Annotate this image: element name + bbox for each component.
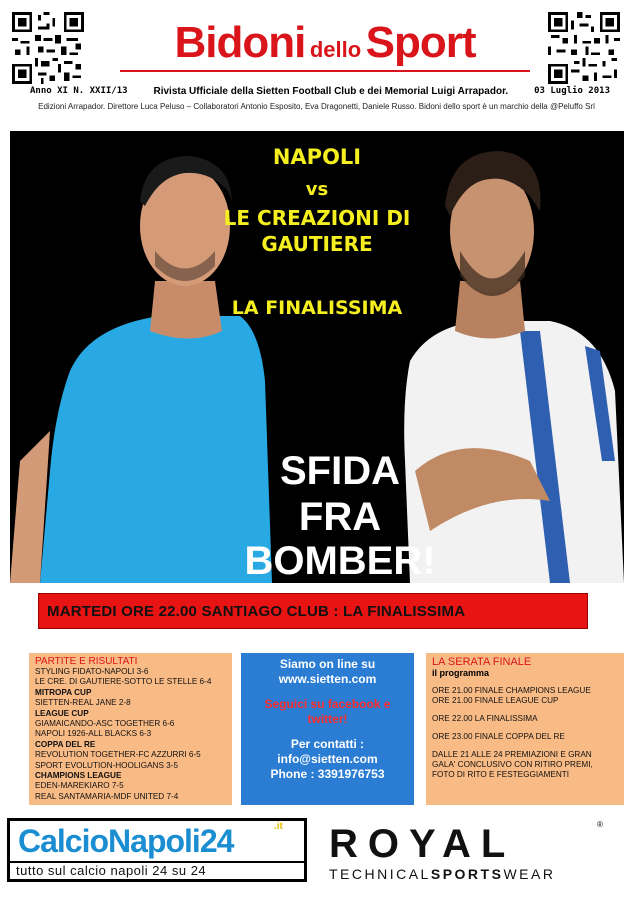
match-result: GIAMAICANDO-ASC TOGETHER 6-6 [35, 719, 175, 729]
royal-tag-wear: WEAR [503, 866, 556, 882]
match-result: NAPOLI 1926-ALL BLACKS 6-3 [35, 729, 152, 739]
issue-line [30, 86, 610, 97]
match-result: EDEN-MAREKIARO 7-5 [35, 781, 124, 791]
versus-text: vs [305, 179, 329, 200]
website-link[interactable]: www.sietten.com [278, 672, 377, 686]
registered-mark: ® [597, 820, 603, 829]
royal-tag-sports: SPORTS [430, 866, 504, 882]
contacts-box [241, 653, 414, 805]
follow-line-2: twitter! [307, 712, 348, 726]
competition-heading: LEAGUE CUP [35, 708, 89, 718]
match-result: SPORT EVOLUTION-HOOLIGANS 3-5 [35, 760, 179, 770]
title-part-2: dello [309, 37, 362, 62]
program-box [426, 653, 624, 805]
results-heading: PARTITE E RISULTATI [35, 656, 138, 667]
issue-number: Anno XI N. XXII/13 [30, 86, 128, 96]
phone-number: Phone : 3391976753 [270, 767, 385, 781]
contact-label: Per contatti : [290, 737, 365, 751]
email-link[interactable]: info@sietten.com [277, 752, 378, 766]
program-item: FOTO DI RITO E FESTEGGIAMENTI [432, 770, 570, 779]
calcionapoli-ad[interactable] [7, 818, 307, 882]
program-item: ORE 21.00 FINALE CHAMPIONS LEAGUE [432, 686, 591, 695]
qr-code-icon [548, 12, 620, 84]
masthead-rule [120, 70, 530, 72]
headline-line-1: SFIDA [280, 449, 400, 493]
qr-code-icon [12, 12, 84, 84]
royal-logo: ROYAL [329, 822, 516, 866]
match-result: LE CRE. DI GAUTIERE-SOTTO LE STELLE 6-4 [35, 677, 212, 687]
calcionapoli-tld: .it [274, 821, 283, 832]
headline-line-3: BOMBER! [244, 539, 436, 583]
match-result: REVOLUTION TOGETHER-FC AZZURRI 6-5 [35, 750, 201, 760]
program-subheading: il programma [432, 668, 490, 678]
program-item: ORE 22.00 LA FINALISSIMA [432, 714, 538, 723]
program-item: ORE 21.00 FINALE LEAGUE CUP [432, 696, 559, 705]
royal-ad[interactable] [327, 818, 617, 882]
hero-photo [10, 131, 624, 583]
online-line-1: Siamo on line su [279, 657, 376, 671]
calcionapoli-tagline: tutto sul calcio napoli 24 su 24 [16, 863, 207, 878]
program-item: DALLE 21 ALLE 24 PREMIAZIONI E GRAN [432, 750, 592, 759]
title-part-1: Bidoni [174, 18, 306, 67]
event-banner [38, 593, 588, 629]
match-result: REAL SANTAMARIA-MDF UNITED 7-4 [35, 791, 179, 801]
issue-date: 03 Luglio 2013 [534, 86, 610, 96]
calcionapoli-logo: CalcioNapoli24 [18, 823, 234, 859]
program-heading: LA SERATA FINALE [432, 656, 532, 668]
team-2-line-1: LE CREAZIONI DI [223, 206, 411, 230]
team-1-name: NAPOLI [272, 145, 362, 169]
royal-tagline [329, 866, 555, 882]
program-item: ORE 23.00 FINALE COPPA DEL RE [432, 732, 565, 741]
match-result: SIETTEN-REAL JANE 2-8 [35, 698, 131, 708]
event-banner-text: MARTEDI ORE 22.00 SANTIAGO CLUB : LA FINALISSIMA [47, 602, 466, 620]
headline-line-2: FRA [298, 495, 382, 539]
final-label: LA FINALISSIMA [231, 297, 403, 319]
team-2-line-2: GAUTIERE [261, 232, 373, 256]
editors-line: Edizioni Arrapador. Direttore Luca Peluso – Collaboratori Antonio Esposito, Eva Dragonetti, Daniele Russo. Bidoni dello sport è un marchio della @Peluffo Srl [38, 102, 595, 111]
title-part-3: Sport [365, 18, 476, 67]
follow-line-1: Seguici su facebook e [264, 697, 391, 711]
team-2-name [10, 205, 624, 257]
masthead-title [110, 18, 540, 68]
match-result: STYLING FIDATO-NAPOLI 3-6 [35, 667, 149, 676]
competition-heading: COPPA DEL RE [35, 739, 96, 749]
results-box [29, 653, 232, 805]
royal-tag-technical: TECHNICAL [329, 866, 431, 882]
program-item: GALA' CONCLUSIVO CON RITIRO PREMI, [432, 760, 593, 769]
competition-heading: CHAMPIONS LEAGUE [35, 771, 122, 781]
results-list [35, 667, 226, 802]
magazine-subtitle: Rivista Ufficiale della Sietten Football Club e dei Memorial Luigi Arrapador. [153, 86, 509, 97]
competition-heading: MITROPA CUP [35, 687, 92, 697]
